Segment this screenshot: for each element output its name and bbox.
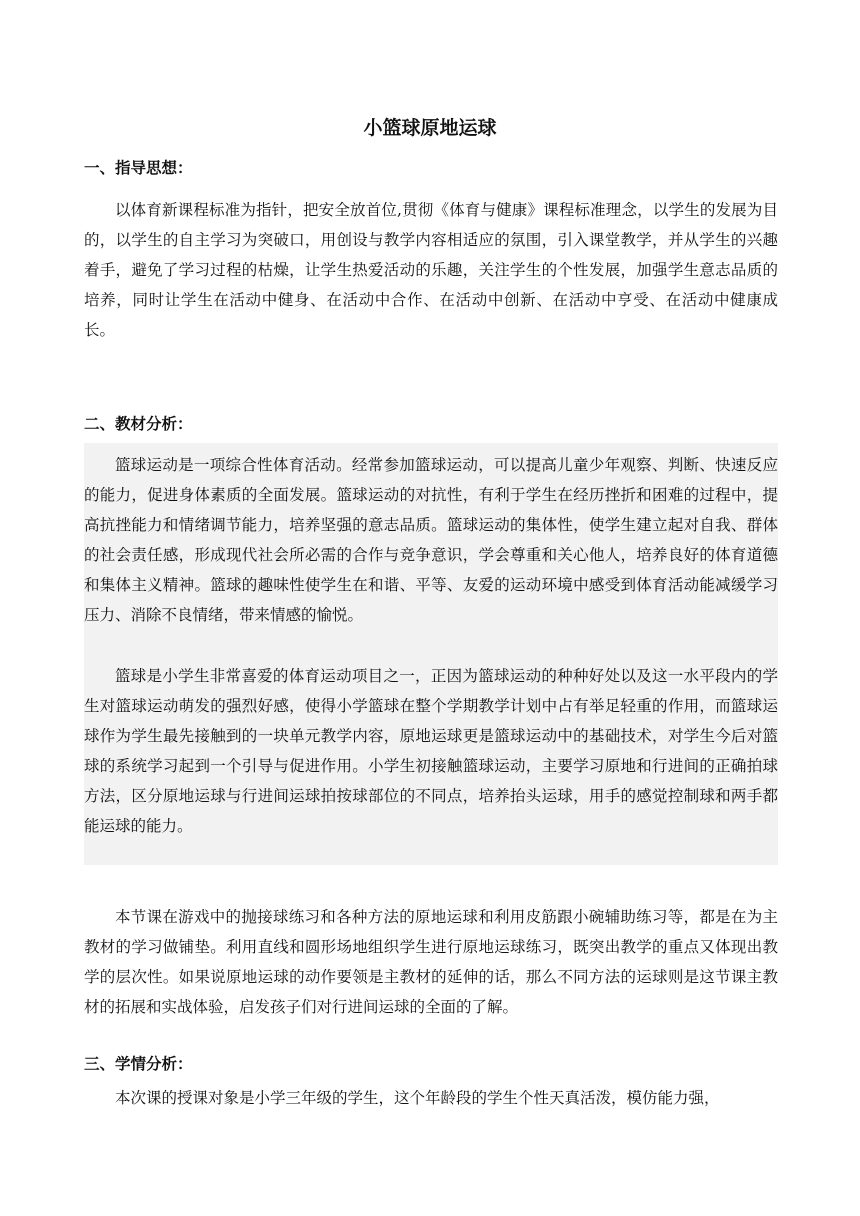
section-heading-guiding-thought: 一、指导思想：	[84, 159, 193, 177]
document-title: 小篮球原地运球	[363, 117, 497, 139]
paragraph-student-analysis: 本次课的授课对象是小学三年级的学生，这个年龄段的学生个性天真活泼，模仿能力强，	[115, 1089, 720, 1107]
section-heading-student-analysis: 三、学情分析：	[84, 1055, 193, 1073]
section-heading-material-analysis: 二、教材分析：	[84, 415, 193, 433]
paragraph-material-analysis-1: 篮球运动是一项综合性体育活动。经常参加篮球运动，可以提高儿童少年观察、判断、快速反应的能力，促进身体素质的全面发展。篮球运动的对抗性，有利于学生在经历挫折和困难的过程中，提高抗挫能力和情绪调节能力，培养坚强的意志品质。篮球运动的集体性，使学生建立起对自我、群体的社会责任感，形成现代社会所必需的合作与竞争意识，学会尊重和关心他人，培养良好的体育道德和集体主义精神。篮球的趣味性使学生在和谐、平等、友爱的运动环境中感受到体育活动能减缓学习压力、消除不良情绪，带来情感的愉悦。	[84, 456, 778, 624]
paragraph-material-analysis-2: 篮球是小学生非常喜爱的体育运动项目之一，正因为篮球运动的种种好处以及这一水平段内的学生对篮球运动萌发的强烈好感，使得小学篮球在整个学期教学计划中占有举足轻重的作用，而篮球运球作为学生最先接触到的一块单元教学内容，原地运球更是篮球运动中的基础技术，对学生今后对篮球的系统学习起到一个引导与促进作用。小学生初接触篮球运动，主要学习原地和行进间的正确拍球方法，区分原地运球与行进间运球拍按球部位的不同点，培养抬头运球，用手的感觉控制球和两手都能运球的能力。	[84, 667, 778, 835]
paragraph-guiding-thought: 以体育新课程标准为指针，把安全放首位,贯彻《体育与健康》课程标准理念，以学生的发展为目的，以学生的自主学习为突破口，用创设与教学内容相适应的氛围，引入课堂教学，并从学生的兴趣着手，避免了学习过程的枯燥，让学生热爱活动的乐趣，关注学生的个性发展，加强学生意志品质的培养，同时让学生在活动中健身、在活动中合作、在活动中创新、在活动中亨受、在活动中健康成长。	[84, 201, 778, 339]
paragraph-material-analysis-3: 本节课在游戏中的抛接球练习和各种方法的原地运球和利用皮筋跟小碗辅助练习等，都是在为主教材的学习做铺垫。利用直线和圆形场地组织学生进行原地运球练习，既突出教学的重点又体现出教学的层次性。如果说原地运球的动作要领是主教材的延伸的话，那么不同方法的运球则是这节课主教材的拓展和实战体验，启发孩子们对行进间运球的全面的了解。	[84, 908, 778, 1016]
